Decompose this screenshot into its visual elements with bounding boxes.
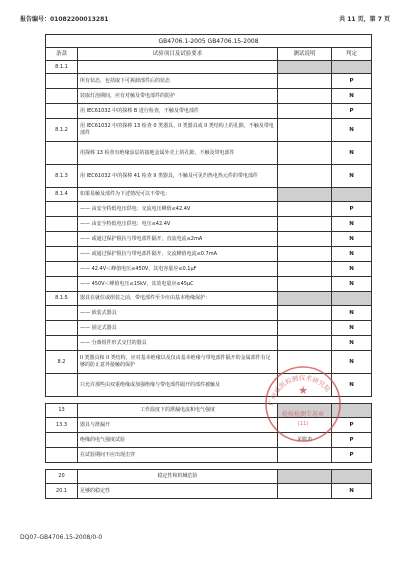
table-row [46, 142, 372, 165]
verdict-cell: N [332, 89, 372, 104]
clause-cell [46, 104, 78, 119]
clause-cell [46, 247, 78, 262]
requirement-cell: —— 42.4V＜峰值电压≤450V，其电容量应≤0.1μF [78, 262, 278, 277]
note-cell [278, 247, 332, 262]
verdict-cell: P [332, 74, 372, 89]
table-row [46, 321, 372, 336]
clause-cell: 8.1.4 [46, 188, 78, 202]
requirement-cell: 器具与泄漏开 [78, 418, 278, 433]
table-row [46, 119, 372, 142]
note-cell [278, 119, 332, 142]
note-cell [278, 484, 332, 499]
note-cell [278, 165, 332, 188]
note-cell [278, 74, 332, 89]
requirement-cell: 如果易触及部件为下述情况可以不带电： [78, 188, 278, 202]
table-row [46, 74, 372, 89]
verdict-cell: P [332, 202, 372, 217]
col-header-verdict: 判定 [332, 48, 372, 61]
clause-cell [46, 262, 78, 277]
clause-cell [46, 232, 78, 247]
inspection-seal [263, 364, 343, 444]
verdict-cell [332, 470, 372, 484]
verdict-cell: N [332, 142, 372, 165]
note-cell [278, 61, 332, 74]
seal-star-icon: ★ [298, 384, 308, 397]
requirement-cell: —— 嵌装式器具 [78, 306, 278, 321]
requirement-cell: 用 IEC61032 中的探棒 13 检查 0 类器具、II 类器具或 II 类结构上的孔隙，不触及带电部件 [78, 119, 278, 142]
verdict-cell [332, 61, 372, 74]
requirement-cell: —— 由安全特低电压供电：交流电压峰值≤42.4V [78, 202, 278, 217]
clause-cell [46, 217, 78, 232]
requirement-cell: 装取灯泡期间，应有对触及带电部件的防护 [78, 89, 278, 104]
requirement-cell: 器具在就位或组装之前，带电部件至少应由基本绝缘保护： [78, 292, 278, 306]
table-row [46, 470, 372, 484]
note-cell [278, 89, 332, 104]
clause-cell [46, 306, 78, 321]
note-cell [278, 104, 332, 119]
requirement-cell: 用 IEC61032 中的探棒 41 检查 II 类器具，不触及可见灼热电热元件的带电部件 [78, 165, 278, 188]
clause-cell: 13.3 [46, 418, 78, 433]
verdict-cell: N [332, 277, 372, 292]
note-cell [278, 336, 332, 351]
note-cell [278, 321, 332, 336]
table-row [46, 104, 372, 119]
requirement-cell: 绝缘的电气强度试验 [78, 433, 278, 448]
verdict-cell: P [332, 433, 372, 448]
requirement-cell: —— 分离组件形式交付的器具 [78, 336, 278, 351]
clause-cell: 8.1.2 [46, 119, 78, 142]
requirement-cell: 稳定性和机械危险 [78, 470, 278, 484]
table-row [46, 277, 372, 292]
verdict-cell: P [332, 104, 372, 119]
requirement-cell: —— 450V＜峰值电压≤15kV，其放电量应≤45μC [78, 277, 278, 292]
seal-ring-text: 广州威凯检测技术研究院 [267, 373, 332, 407]
clause-cell: 8.1.3 [46, 165, 78, 188]
clause-cell [46, 433, 78, 448]
note-cell: 见附表 [278, 433, 332, 448]
note-cell [278, 188, 332, 202]
note-cell [278, 448, 332, 463]
clause-cell [46, 448, 78, 463]
requirement-cell: —— 或通过保护阻抗与带电部件隔开，交流峰值电流≤0.7mA [78, 247, 278, 262]
table-row [46, 232, 372, 247]
requirement-cell: 所有状态，包括取下可拆卸部件后的状态 [78, 74, 278, 89]
col-header-note: 测试说明 [278, 48, 332, 61]
clause-cell [46, 202, 78, 217]
verdict-cell: P [332, 418, 372, 433]
table-row [46, 188, 372, 202]
section-gap [46, 463, 372, 470]
verdict-cell: P [332, 448, 372, 463]
clause-cell: 8.1.1 [46, 61, 78, 74]
clause-cell [46, 374, 78, 397]
clause-cell [46, 321, 78, 336]
note-cell [278, 232, 332, 247]
note-cell [278, 202, 332, 217]
note-cell [278, 306, 332, 321]
requirement-cell [78, 61, 278, 74]
requirement-cell: 在试验期间不应出现击穿 [78, 448, 278, 463]
table-row [46, 306, 372, 321]
table-row [46, 484, 372, 499]
verdict-cell: N [332, 217, 372, 232]
note-cell [278, 217, 332, 232]
table-row [46, 89, 372, 104]
verdict-cell: N [332, 484, 372, 499]
gap-cell [46, 463, 372, 470]
note-cell [278, 470, 332, 484]
seal-code: (11) [297, 421, 309, 427]
verdict-cell: N [332, 247, 372, 262]
clause-cell [46, 74, 78, 89]
table-row [46, 336, 372, 351]
table-row [46, 448, 372, 463]
table-row [46, 247, 372, 262]
requirement-cell: —— 或通过保护阻抗与带电部件隔开，直流电流≤2mA [78, 232, 278, 247]
clause-cell: 8.2 [46, 351, 78, 374]
requirement-cell: —— 由安全特低电压供电：电压≤42.4V [78, 217, 278, 232]
clause-cell [46, 277, 78, 292]
table-row [46, 61, 372, 74]
table-row [46, 165, 372, 188]
requirement-cell: 用 IEC61032 中的探棒 B 进行检查，不触及带电部件 [78, 104, 278, 119]
note-cell [278, 262, 332, 277]
verdict-cell [332, 292, 372, 306]
requirement-cell: —— 固定式器具 [78, 321, 278, 336]
clause-cell [46, 336, 78, 351]
table-row [46, 292, 372, 306]
report-number: 报告编号：01082200013281 [20, 16, 109, 23]
standard-title-row [46, 35, 372, 48]
clause-cell: 20 [46, 470, 78, 484]
clause-cell [46, 142, 78, 165]
requirement-cell: 工作温度下的泄漏电流和电气强度 [78, 404, 278, 418]
verdict-cell: N [332, 336, 372, 351]
table-row [46, 217, 372, 232]
clause-cell: 20.1 [46, 484, 78, 499]
col-header-requirement: 试验项目及试验要求 [78, 48, 278, 61]
col-header-clause: 条款 [46, 48, 78, 61]
column-header-row [46, 48, 372, 61]
note-cell [278, 142, 332, 165]
table-row [46, 262, 372, 277]
verdict-cell: N [332, 306, 372, 321]
verdict-cell: N [332, 232, 372, 247]
verdict-cell: N [332, 165, 372, 188]
page-info: 共 11 页，第 7 页 [339, 16, 390, 23]
verdict-cell: N [332, 351, 372, 374]
verdict-cell: N [332, 321, 372, 336]
requirement-cell: 用探棒 13 检查有绝缘涂层的接地金属外壳上的孔隙，不触及带电部件 [78, 142, 278, 165]
table-row [46, 202, 372, 217]
requirement-cell: 足够的稳定性 [78, 484, 278, 499]
requirement-cell: 只允许那些由双重绝缘或加强绝缘与带电部件隔开的部件被触及 [78, 374, 278, 397]
standard-title: GB4706.1-2005 GB4706.15-2008 [46, 35, 372, 48]
note-cell [278, 292, 332, 306]
verdict-cell [332, 188, 372, 202]
verdict-cell: N [332, 119, 372, 142]
requirement-cell: II 类器具和 II 类结构，应对基本绝缘以及仅由基本绝缘与带电部件隔开的金属部件有足够的防止意外接触的保护 [78, 351, 278, 374]
seal-center-text: 检验检测专用章 [281, 411, 325, 418]
document-code: DQ07-GB4706.15-2008/0-0 [20, 534, 103, 541]
note-cell [278, 277, 332, 292]
verdict-cell: N [332, 262, 372, 277]
clause-cell: 8.1.5 [46, 292, 78, 306]
verdict-cell: N [332, 374, 372, 397]
clause-cell: 13 [46, 404, 78, 418]
clause-cell [46, 89, 78, 104]
